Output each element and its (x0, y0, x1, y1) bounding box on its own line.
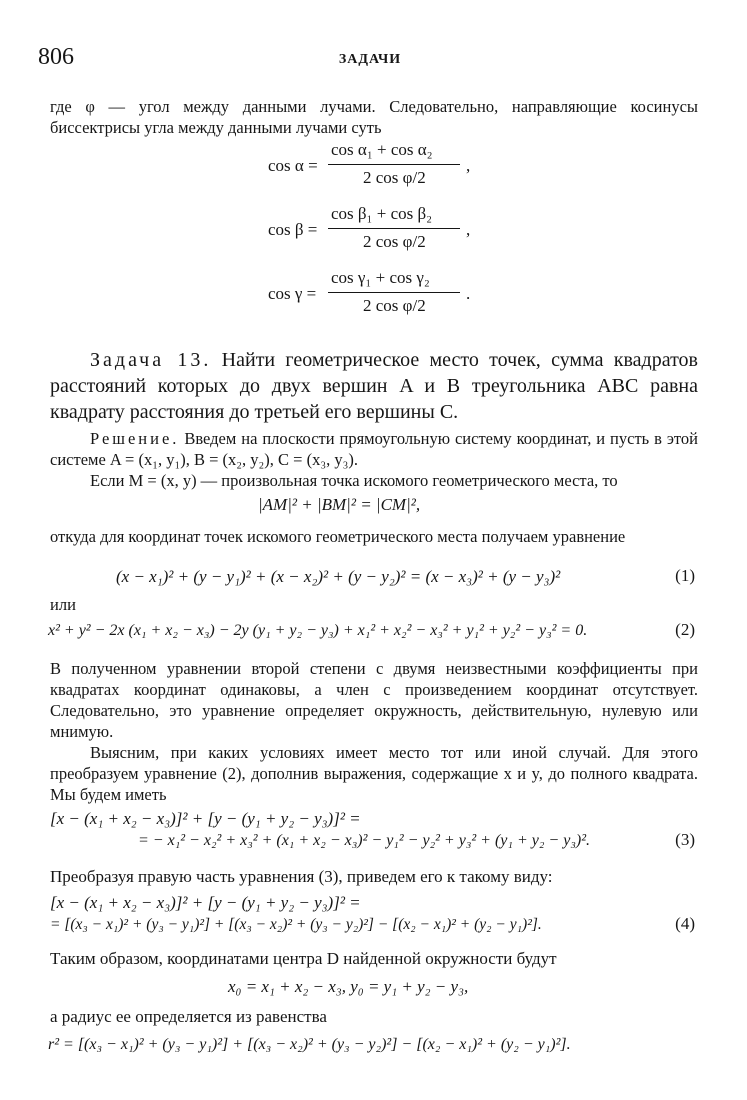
equation-2: x² + y² − 2x (x₁ + x₂ − x₃) − 2y (y₁ + y₂ − y₃) + x₁² + x₂² − x₃² + y₁² + y₂² − y₃² = 0. (48, 622, 588, 639)
task-label: Задача 13. (90, 349, 212, 371)
task-text: Найти геометрическое место точек, сумма квадратов расстояний которых до двух вершин A и B треугольника ABC равна квадрату расстояния до третьей его вершины C. (50, 349, 698, 423)
solution-paragraph-6: Преобразуя правую часть уравнения (3), приведем его к такому виду: (50, 867, 553, 886)
or-word: или (50, 595, 76, 614)
formula-lhs: cos α = (268, 156, 318, 175)
equation-3-number: (3) (675, 830, 695, 849)
running-title: ЗАДАЧИ (338, 52, 402, 67)
solution-paragraph-4: В полученном уравнении второй степени с двумя неизвестными коэффициенты при квадратах координат одинаковы, а член с произведением координат отсутствует. Следовательно, это уравнение определяет окружность, действительную, нулевую или мнимую. (50, 659, 698, 741)
formula-punctuation: . (466, 284, 471, 303)
task-13 (50, 347, 698, 425)
formula-cos-gamma (268, 268, 488, 332)
equation-4-line-2: = [(x₃ − x₁)² + (y₃ − y₁)²] + [(x₃ − x₂)² + (y₃ − y₂)²] − [(x₂ − x₁)² + (y₂ − y₁)²]. (50, 916, 542, 933)
solution-paragraph-3: откуда для координат точек искомого геометрического места получаем уравнение (50, 527, 626, 546)
equation-1: (x − x₁)² + (y − y₁)² + (x − x₂)² + (y − y₂)² = (x − x₃)² + (y − y₃)² (116, 567, 561, 586)
fraction-bar (328, 292, 460, 293)
equation-center: x₀ = x₁ + x₂ − x₃, y₀ = y₁ + y₂ − y₃, (228, 977, 469, 996)
solution-paragraph-5: Выясним, при каких условиях имеет место тот или иной случай. Для этого преобразуем уравнение (2), дополнив выражения, содержащие x и y, до полного квадрата. Мы будем иметь (50, 743, 698, 804)
formula-cos-beta (268, 204, 488, 268)
equation-vectors: |AM|² + |BM|² = |CM|², (258, 495, 421, 514)
formula-denominator: 2 cos φ/2 (363, 296, 426, 315)
formula-denominator: 2 cos φ/2 (363, 168, 426, 187)
formula-numerator: cos β₁ + cos β₂ (331, 204, 433, 223)
equation-3-line-1: [x − (x₁ + x₂ − x₃)]² + [y − (y₁ + y₂ − y₃)]² = (50, 809, 361, 828)
formula-denominator: 2 cos φ/2 (363, 232, 426, 251)
equation-4-line-1: [x − (x₁ + x₂ − x₃)]² + [y − (y₁ + y₂ − y₃)]² = (50, 893, 361, 912)
equation-3-line-2: = − x₁² − x₂² + x₃² + (x₁ + x₂ − x₃)² − y₁² − y₂² + y₃² + (y₁ + y₂ − y₃)². (138, 832, 591, 849)
formula-cos-alpha (268, 140, 488, 204)
equation-radius: r² = [(x₃ − x₁)² + (y₃ − y₁)²] + [(x₃ − x₂)² + (y₃ − y₂)²] − [(x₂ − x₁)² + (y₂ − y₁)²]. (48, 1036, 571, 1053)
formula-lhs: cos γ = (268, 284, 317, 303)
solution-paragraph-1 (50, 428, 698, 470)
equation-2-number: (2) (675, 620, 695, 639)
equation-4-number: (4) (675, 914, 695, 933)
solution-paragraph-2: Если M = (x, y) — произвольная точка искомого геометрического места, то (90, 471, 618, 490)
formula-numerator: cos γ₁ + cos γ₂ (331, 268, 430, 287)
solution-paragraph-7: Таким образом, координатами центра D найденной окружности будут (50, 949, 557, 968)
solution-text-1: Введем на плоскости прямоугольную систему координат, и пусть в этой системе A = (x₁, y₁), B = (x₂, y₂), C = (x₃, y₃). (50, 429, 698, 469)
equation-1-number: (1) (675, 566, 695, 585)
formula-punctuation: , (466, 156, 471, 175)
fraction-bar (328, 164, 460, 165)
solution-paragraph-8: а радиус ее определяется из равенства (50, 1007, 327, 1026)
page-number: 806 (38, 44, 74, 70)
solution-label: Решение. (90, 429, 180, 448)
formula-numerator: cos α₁ + cos α₂ (331, 140, 433, 159)
page-header (38, 44, 702, 78)
fraction-bar (328, 228, 460, 229)
formula-punctuation: , (466, 220, 471, 239)
intro-paragraph: где φ — угол между данными лучами. Следовательно, направляющие косинусы биссектрисы угла между данными лучами суть (50, 97, 698, 137)
formula-lhs: cos β = (268, 220, 318, 239)
